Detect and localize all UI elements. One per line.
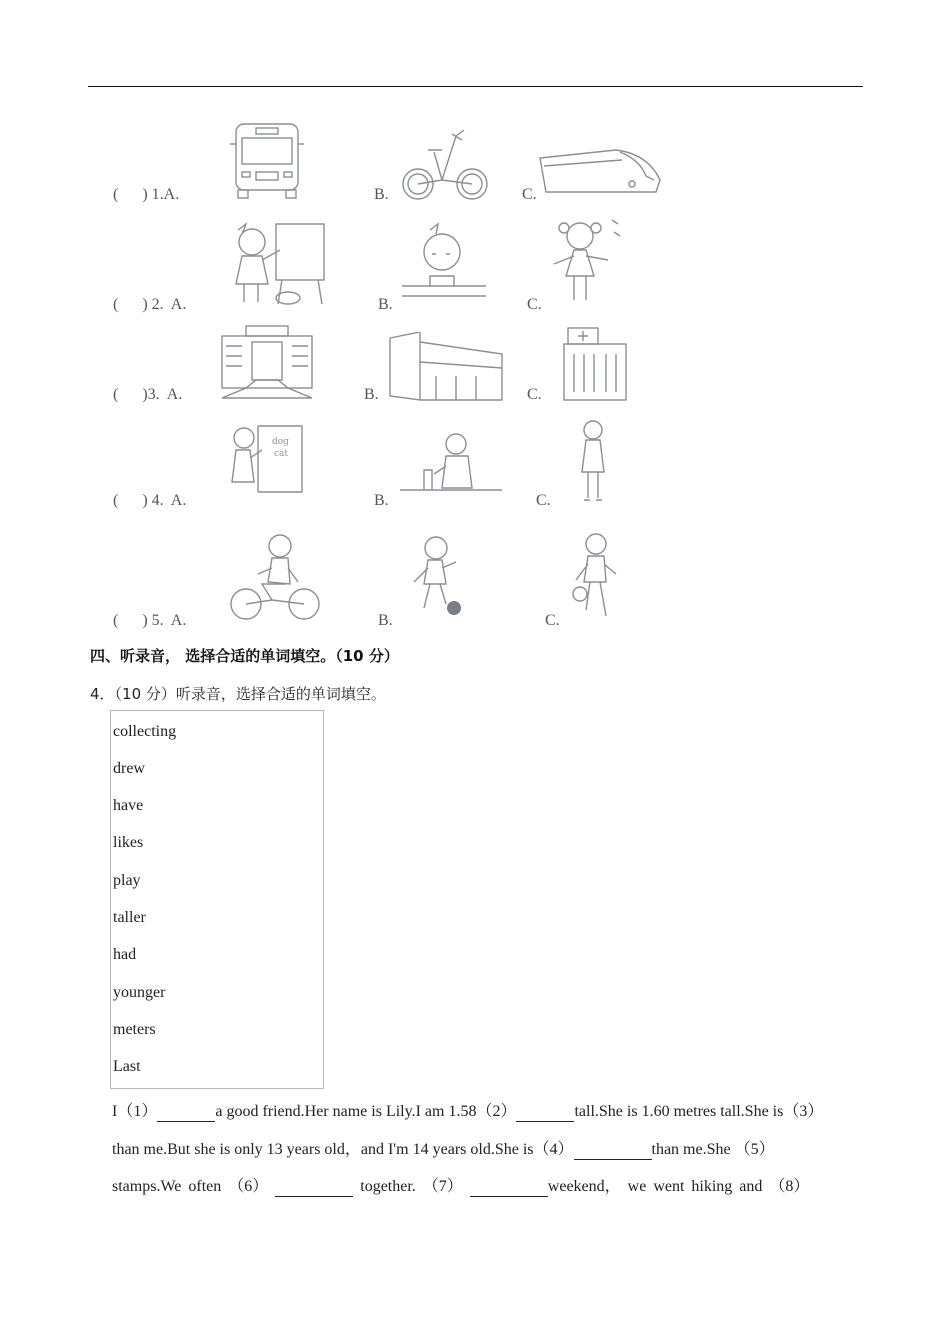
option-5c-label: C. xyxy=(545,612,560,629)
word-bank-item: collecting xyxy=(113,723,177,740)
passage-text: stamps.We often （6） xyxy=(112,1178,269,1195)
dancing-girl-picture xyxy=(548,214,630,310)
passage-text: than me.She （5） xyxy=(651,1141,775,1158)
passage-text: a good friend.Her name is Lily.I am 1.58（2） xyxy=(215,1103,517,1120)
option-2c-label: C. xyxy=(527,296,542,313)
word-bank-item: play xyxy=(113,872,141,889)
answer-blank-2[interactable] xyxy=(516,1103,574,1122)
option-4b-label: B. xyxy=(374,492,389,509)
museum-picture xyxy=(386,332,506,402)
word-bank-item: meters xyxy=(113,1021,156,1038)
word-bank-item: Last xyxy=(113,1058,141,1075)
passage-text: tall.She is 1.60 metres tall.She is（3） xyxy=(574,1103,824,1120)
boy-basketball-picture xyxy=(566,530,628,626)
section-title: 四、听录音， 选择合适的单词填空。（10 分） xyxy=(90,647,399,665)
train-picture xyxy=(536,140,662,200)
question-4-prompt: 4．（10 分）听录音，选择合适的单词填空。 xyxy=(90,685,386,703)
svg-text:dog: dog xyxy=(272,437,289,447)
option-1c-label: C. xyxy=(522,186,537,203)
passage-line-1 xyxy=(112,1098,862,1122)
option-3b-label: B. xyxy=(364,386,379,403)
boy-cycling-picture xyxy=(228,532,322,624)
option-4c-label: C. xyxy=(536,492,551,509)
question-4 xyxy=(0,420,950,530)
question-3 xyxy=(0,320,950,430)
option-3c-label: C. xyxy=(527,386,542,403)
question-5 xyxy=(0,530,950,640)
hospital-picture xyxy=(560,326,630,402)
passage-line-3 xyxy=(112,1173,862,1197)
svg-text:cat: cat xyxy=(274,449,289,459)
question-3-label: ( )3. A. xyxy=(113,386,183,403)
word-bank-item: had xyxy=(113,946,137,963)
passage-text: weekend， we went hiking and （8） xyxy=(547,1178,810,1195)
boy-football-picture xyxy=(402,532,488,620)
word-bank-item: taller xyxy=(113,909,146,926)
word-bank-item: younger xyxy=(113,984,166,1001)
answer-blank-6[interactable] xyxy=(275,1178,353,1197)
passage-text: together. （7） xyxy=(360,1178,463,1195)
scientist-picture xyxy=(398,430,504,502)
passage-text: I（1） xyxy=(112,1103,158,1120)
bicycle-picture xyxy=(398,122,492,202)
question-5-label: ( ) 5. A. xyxy=(113,612,187,629)
cinema-picture xyxy=(216,322,322,400)
question-2 xyxy=(0,220,950,330)
girl-at-desk-picture xyxy=(400,220,490,304)
option-2b-label: B. xyxy=(378,296,393,313)
question-4-label: ( ) 4. A. xyxy=(113,492,187,509)
question-1-label: ( ) 1.A. xyxy=(113,186,180,203)
option-1b-label: B. xyxy=(374,186,389,203)
option-5b-label: B. xyxy=(378,612,393,629)
passage-text: than me.But she is only 13 years old，and I'm 14 years old.She is（4） xyxy=(112,1141,574,1158)
question-2-label: ( ) 2. A. xyxy=(113,296,187,313)
word-bank xyxy=(110,710,324,1089)
teacher-picture xyxy=(222,422,304,506)
girl-painting-picture xyxy=(222,220,330,308)
girl-standing-picture xyxy=(576,416,610,508)
passage-line-2 xyxy=(112,1136,862,1160)
top-rule xyxy=(88,86,863,87)
word-bank-item: likes xyxy=(113,834,144,851)
bus-picture xyxy=(228,120,306,202)
word-bank-item: drew xyxy=(113,760,145,777)
question-1 xyxy=(0,110,950,220)
answer-blank-4[interactable] xyxy=(574,1141,652,1160)
answer-blank-1[interactable] xyxy=(157,1103,215,1122)
word-bank-item: have xyxy=(113,797,144,814)
answer-blank-7[interactable] xyxy=(470,1178,548,1197)
